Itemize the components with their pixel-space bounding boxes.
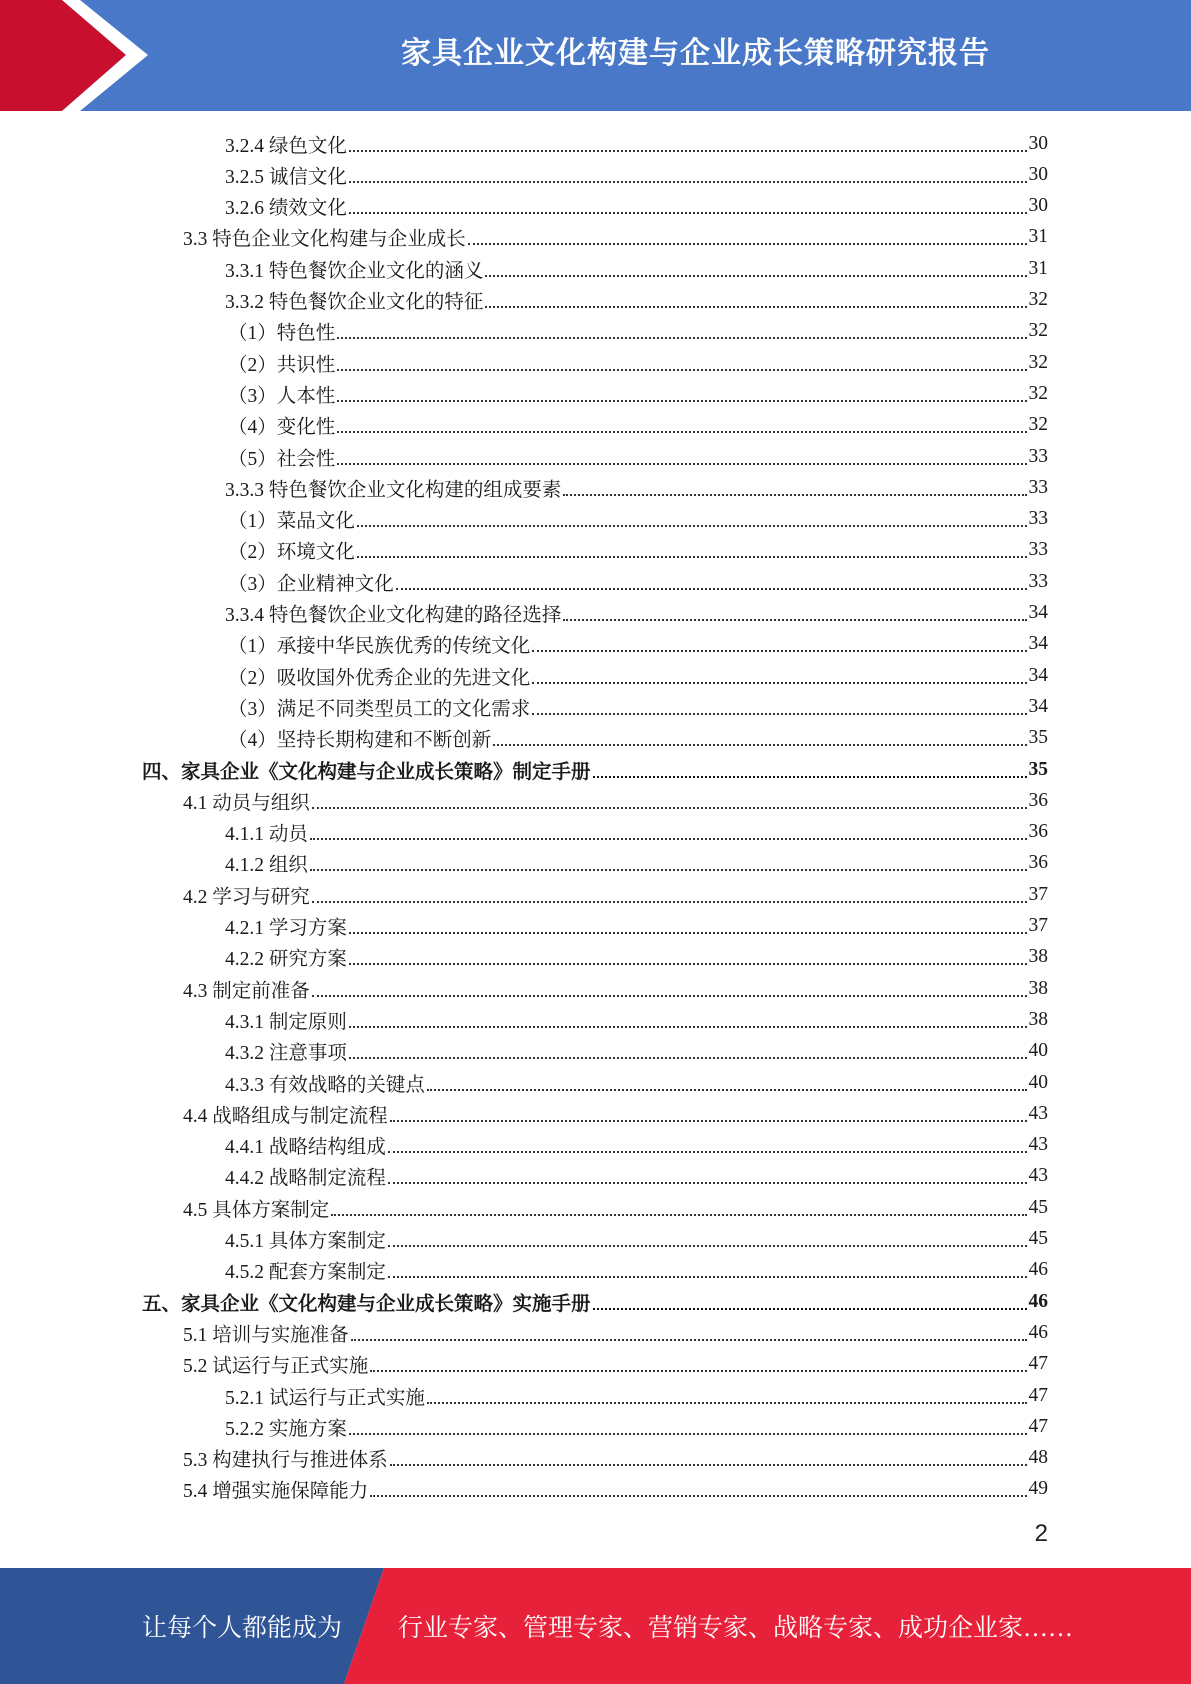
toc-entry[interactable]	[228, 566, 1048, 597]
toc-entry[interactable]	[183, 1317, 1048, 1348]
toc-entry[interactable]	[225, 191, 1048, 222]
toc-dot-leader	[349, 932, 1027, 934]
toc-dot-leader	[349, 212, 1027, 214]
toc-dot-leader	[532, 713, 1026, 715]
toc-entry-title: （2）环境文化	[228, 542, 355, 564]
toc-entry-title: 3.2.6 绩效文化	[225, 198, 347, 220]
toc-entry[interactable]	[225, 1067, 1048, 1098]
toc-entry[interactable]	[142, 1286, 1048, 1317]
toc-entry-page: 31	[1028, 257, 1048, 279]
toc-entry-title: （1）特色性	[228, 323, 336, 345]
toc-entry-title: （4）坚持长期构建和不断创新	[228, 730, 492, 752]
toc-entry-page: 45	[1028, 1196, 1048, 1218]
toc-entry-title: 4.3.2 注意事项	[225, 1043, 347, 1065]
toc-entry-page: 37	[1028, 915, 1048, 936]
toc-entry-title: 3.3 特色企业文化构建与企业成长	[183, 229, 466, 251]
toc-dot-leader	[331, 1214, 1026, 1216]
toc-entry[interactable]	[228, 347, 1048, 378]
toc-dot-leader	[388, 1245, 1027, 1247]
toc-entry-page: 46	[1028, 1290, 1048, 1312]
toc-entry-title: 4.3.3 有效战略的关键点	[225, 1074, 425, 1096]
toc-dot-leader	[390, 1464, 1027, 1466]
toc-entry[interactable]	[183, 1349, 1048, 1380]
toc-dot-leader	[370, 1495, 1026, 1497]
toc-dot-leader	[396, 588, 1027, 590]
toc-dot-leader	[349, 963, 1027, 965]
toc-entry-title: （3）企业精神文化	[228, 573, 394, 595]
toc-entry[interactable]	[183, 1098, 1048, 1129]
toc-entry-page: 36	[1028, 821, 1048, 843]
toc-entry-page: 43	[1028, 1134, 1048, 1156]
toc-dot-leader	[468, 243, 1027, 245]
toc-entry[interactable]	[225, 1004, 1048, 1035]
toc-dot-leader	[349, 150, 1027, 152]
toc-entry-title: （5）社会性	[228, 448, 336, 470]
toc-entry[interactable]	[228, 629, 1048, 660]
toc-entry-page: 38	[1028, 946, 1048, 968]
toc-entry-title: 4.5.2 配套方案制定	[225, 1262, 386, 1284]
toc-entry-title: （3）满足不同类型员工的文化需求	[228, 698, 531, 720]
toc-entry-page: 47	[1028, 1353, 1048, 1375]
toc-dot-leader	[593, 776, 1027, 778]
toc-entry[interactable]	[183, 1192, 1048, 1223]
toc-entry-title: 5.3 构建执行与推进体系	[183, 1450, 388, 1472]
toc-entry[interactable]	[183, 1443, 1048, 1474]
toc-entry[interactable]	[225, 253, 1048, 284]
toc-entry-title: 5.4 增强实施保障能力	[183, 1481, 369, 1503]
toc-entry-title: 4.2.2 研究方案	[225, 949, 347, 971]
toc-dot-leader	[427, 1089, 1027, 1091]
toc-entry-page: 32	[1028, 382, 1048, 404]
toc-entry[interactable]	[225, 911, 1048, 942]
toc-entry-page: 40	[1028, 1040, 1048, 1062]
toc-dot-leader	[485, 275, 1026, 277]
toc-entry-title: 5.1 培训与实施准备	[183, 1324, 349, 1346]
toc-entry-page: 32	[1028, 320, 1048, 342]
toc-entry-page: 46	[1028, 1259, 1048, 1281]
toc-dot-leader	[310, 869, 1027, 871]
toc-dot-leader	[349, 1026, 1027, 1028]
toc-entry-title: 5.2.1 试运行与正式实施	[225, 1387, 425, 1409]
toc-dot-leader	[349, 181, 1027, 183]
toc-entry-title: 4.3.1 制定原则	[225, 1011, 347, 1033]
toc-entry[interactable]	[225, 1224, 1048, 1255]
toc-dot-leader	[593, 1308, 1027, 1310]
toc-entry-page: 30	[1028, 195, 1048, 217]
toc-entry-title: 四、家具企业《文化构建与企业成长策略》制定手册	[142, 761, 591, 783]
toc-entry-page: 32	[1028, 351, 1048, 373]
toc-entry-page: 36	[1028, 789, 1048, 811]
toc-entry-page: 33	[1028, 508, 1048, 530]
toc-entry-page: 33	[1028, 445, 1048, 467]
toc-entry[interactable]	[183, 785, 1048, 816]
toc-entry-page: 34	[1028, 664, 1048, 686]
toc-entry[interactable]	[225, 942, 1048, 973]
toc-dot-leader	[485, 306, 1026, 308]
toc-entry[interactable]	[225, 159, 1048, 190]
toc-entry-title: 4.1 动员与组织	[183, 792, 310, 814]
toc-entry-title: 3.3.3 特色餐饮企业文化构建的组成要素	[225, 479, 562, 501]
toc-entry[interactable]	[225, 598, 1048, 629]
toc-dot-leader	[390, 1120, 1027, 1122]
toc-entry-page: 47	[1028, 1415, 1048, 1437]
toc-entry-page: 35	[1028, 758, 1048, 780]
toc-dot-leader	[357, 525, 1027, 527]
toc-entry[interactable]	[225, 1380, 1048, 1411]
toc-entry-title: （1）菜品文化	[228, 511, 355, 533]
toc-dot-leader	[349, 1433, 1027, 1435]
toc-entry-page: 45	[1028, 1228, 1048, 1249]
toc-entry-page: 35	[1028, 727, 1048, 749]
footer-slogan-right: 行业专家、管理专家、营销专家、战略专家、成功企业家……	[398, 1615, 1074, 1642]
toc-dot-leader	[388, 1276, 1027, 1278]
page-header	[0, 0, 1191, 111]
toc-dot-leader	[427, 1402, 1027, 1404]
toc-entry-page: 33	[1028, 476, 1048, 498]
document-title: 家具企业文化构建与企业成长策略研究报告	[401, 36, 990, 71]
toc-entry[interactable]	[225, 1036, 1048, 1067]
toc-entry-page: 40	[1028, 1071, 1048, 1093]
toc-dot-leader	[337, 337, 1026, 339]
toc-entry[interactable]	[225, 1130, 1048, 1161]
page-number: 2	[1034, 1520, 1048, 1547]
toc-dot-leader	[312, 995, 1027, 997]
toc-entry[interactable]	[225, 472, 1048, 503]
toc-entry[interactable]	[228, 723, 1048, 754]
toc-entry-title: 4.4.2 战略制定流程	[225, 1168, 386, 1190]
toc-entry[interactable]	[183, 879, 1048, 910]
toc-dot-leader	[337, 431, 1026, 433]
toc-entry[interactable]	[225, 1411, 1048, 1442]
toc-dot-leader	[532, 650, 1026, 652]
toc-entry-page: 33	[1028, 539, 1048, 561]
toc-entry[interactable]	[225, 1255, 1048, 1286]
toc-entry-title: 4.1.2 组织	[225, 855, 308, 877]
toc-entry-title: 4.4 战略组成与制定流程	[183, 1105, 388, 1127]
toc-dot-leader	[532, 682, 1026, 684]
toc-entry[interactable]	[228, 535, 1048, 566]
toc-entry-title: （1）承接中华民族优秀的传统文化	[228, 636, 531, 658]
toc-entry-page: 30	[1028, 163, 1048, 185]
toc-entry[interactable]	[228, 410, 1048, 441]
toc-entry[interactable]	[225, 1161, 1048, 1192]
toc-entry-page: 31	[1028, 226, 1048, 248]
toc-dot-leader	[337, 400, 1026, 402]
toc-dot-leader	[563, 619, 1026, 621]
toc-entry-page: 43	[1028, 1165, 1048, 1187]
toc-entry[interactable]	[183, 973, 1048, 1004]
toc-entry-title: 4.1.1 动员	[225, 824, 308, 846]
toc-entry-title: 4.4.1 战略结构组成	[225, 1137, 386, 1159]
toc-entry[interactable]	[225, 817, 1048, 848]
toc-dot-leader	[388, 1151, 1027, 1153]
toc-entry-page: 34	[1028, 695, 1048, 717]
toc-entry-title: 4.2.1 学习方案	[225, 918, 347, 939]
toc-entry-page: 43	[1028, 1102, 1048, 1124]
toc-entry[interactable]	[225, 128, 1048, 159]
toc-entry-page: 33	[1028, 570, 1048, 592]
toc-dot-leader	[370, 1370, 1026, 1372]
toc-dot-leader	[351, 1339, 1027, 1341]
toc-entry-page: 32	[1028, 289, 1048, 310]
toc-entry[interactable]	[183, 222, 1048, 253]
toc-entry-page: 46	[1028, 1321, 1048, 1343]
footer-slogan-left: 让每个人都能成为	[142, 1615, 343, 1642]
toc-entry-page: 49	[1028, 1478, 1048, 1500]
toc-dot-leader	[357, 556, 1027, 558]
toc-entry-page: 37	[1028, 883, 1048, 905]
toc-entry[interactable]	[183, 1474, 1048, 1505]
toc-entry-page: 38	[1028, 977, 1048, 999]
toc-entry-title: 5.2.2 实施方案	[225, 1418, 347, 1440]
toc-entry-title: 3.2.4 绿色文化	[225, 135, 347, 157]
toc-entry-title: （2）吸收国外优秀企业的先进文化	[228, 667, 531, 689]
toc-dot-leader	[493, 744, 1026, 746]
toc-entry-title: （3）人本性	[228, 385, 336, 407]
toc-dot-leader	[388, 1182, 1027, 1184]
toc-entry-page: 34	[1028, 602, 1048, 623]
toc-entry-title: （2）共识性	[228, 354, 336, 376]
toc-dot-leader	[310, 838, 1027, 840]
toc-entry-title: （4）变化性	[228, 417, 336, 439]
toc-entry-title: 五、家具企业《文化构建与企业成长策略》实施手册	[142, 1293, 591, 1315]
toc-dot-leader	[349, 1057, 1027, 1059]
toc-entry[interactable]	[225, 285, 1048, 316]
toc-entry-title: 4.2 学习与研究	[183, 886, 310, 908]
toc-entry[interactable]	[142, 754, 1048, 785]
toc-entry[interactable]	[228, 441, 1048, 472]
toc-entry-title: 4.5 具体方案制定	[183, 1199, 330, 1221]
toc-entry-page: 34	[1028, 633, 1048, 655]
page-footer	[0, 1568, 1191, 1684]
toc-entry-title: 3.3.1 特色餐饮企业文化的涵义	[225, 260, 484, 282]
toc-entry-page: 47	[1028, 1384, 1048, 1406]
toc-dot-leader	[563, 494, 1026, 496]
toc-entry-page: 38	[1028, 1008, 1048, 1030]
toc-entry-page: 32	[1028, 414, 1048, 436]
toc-entry[interactable]	[225, 848, 1048, 879]
toc-entry-title: 3.3.4 特色餐饮企业文化构建的路径选择	[225, 605, 562, 626]
toc-entry-title: 3.3.2 特色餐饮企业文化的特征	[225, 292, 484, 313]
toc-dot-leader	[337, 463, 1026, 465]
toc-entry-title: 3.2.5 诚信文化	[225, 166, 347, 188]
toc-entry-title: 4.5.1 具体方案制定	[225, 1231, 386, 1252]
toc-entry-title: 4.3 制定前准备	[183, 980, 310, 1002]
toc-entry-title: 5.2 试运行与正式实施	[183, 1356, 369, 1378]
toc-dot-leader	[312, 807, 1027, 809]
toc-dot-leader	[312, 901, 1027, 903]
toc-entry[interactable]	[228, 316, 1048, 347]
toc-entry-page: 48	[1028, 1447, 1048, 1469]
toc-entry-page: 30	[1028, 132, 1048, 154]
toc-entry-page: 36	[1028, 852, 1048, 874]
toc-entry[interactable]	[228, 504, 1048, 535]
toc-entry[interactable]	[228, 378, 1048, 409]
toc-entry[interactable]	[228, 660, 1048, 691]
toc-entry[interactable]	[228, 691, 1048, 722]
toc-dot-leader	[337, 369, 1026, 371]
